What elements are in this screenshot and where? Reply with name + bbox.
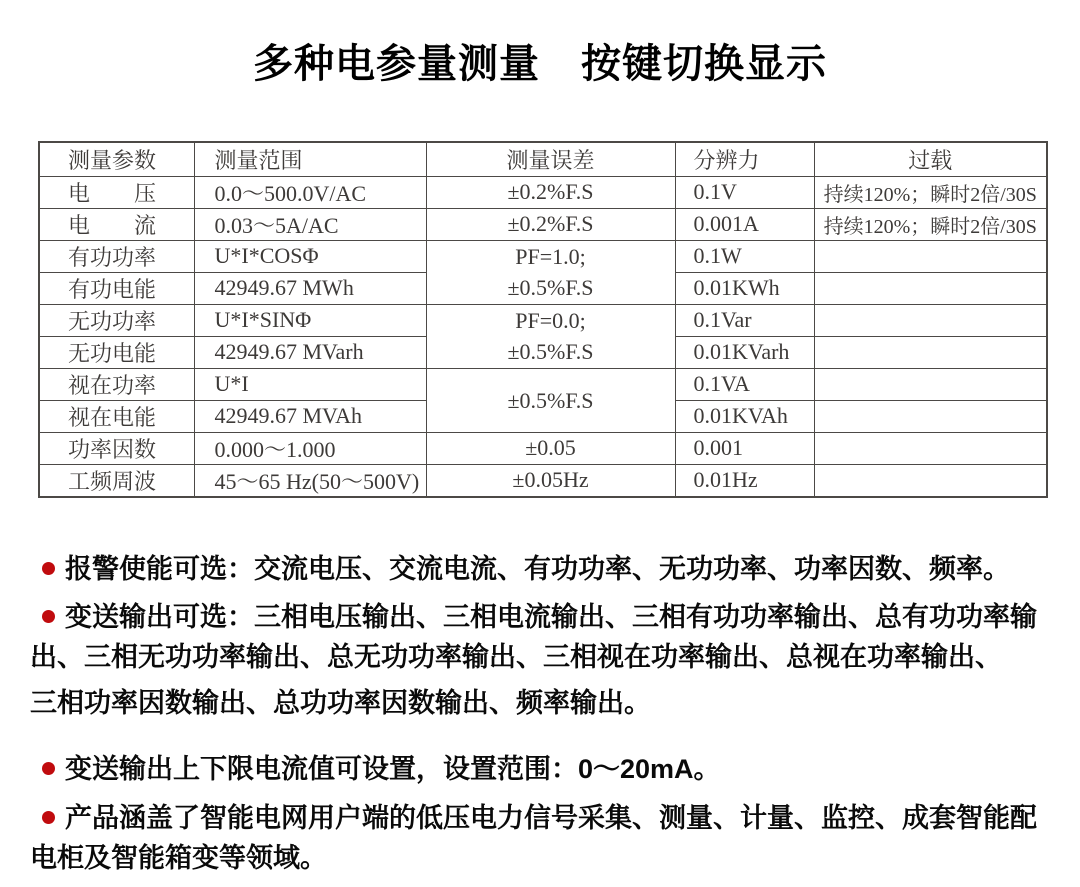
cell-resolution: 0.1W [675,240,814,272]
bullet-item [30,549,1060,589]
table-row [39,304,1047,336]
bullet-icon [42,762,55,775]
bullet-item [30,749,1060,789]
cell-overload [814,464,1047,497]
cell-resolution: 0.001A [675,208,814,240]
table-row [39,176,1047,208]
feature-list [30,549,1060,878]
col-header-resolution: 分辨力 [675,142,814,176]
col-header-param: 测量参数 [39,142,194,176]
cell-param: 视在电能 [39,400,194,432]
bullet-icon [42,562,55,575]
col-header-range: 测量范围 [194,142,426,176]
cell-param: 有功电能 [39,272,194,304]
cell-range: 42949.67 MVAh [194,400,426,432]
bullet-icon [42,811,55,824]
table-header-row [39,142,1047,176]
cell-param: 无功电能 [39,336,194,368]
cell-resolution: 0.01KVAh [675,400,814,432]
cell-resolution: 0.01Hz [675,464,814,497]
cell-error-merged [426,304,675,368]
cell-range: U*I [194,368,426,400]
table-row [39,368,1047,400]
bullet-icon [42,610,55,623]
cell-overload: 持续120%；瞬时2倍/30S [814,208,1047,240]
cell-param: 无功功率 [39,304,194,336]
cell-error-merged [426,240,675,304]
bullet-item [30,597,1060,723]
cell-range: 0.0～500.0V/AC [194,176,426,208]
cell-overload [814,304,1047,336]
cell-param: 功率因数 [39,432,194,464]
cell-error-merged [426,368,675,432]
bullet-item [30,798,1060,878]
cell-overload [814,432,1047,464]
cell-overload [814,272,1047,304]
error-line: ±0.5%F.S [507,387,594,413]
cell-range: 0.000～1.000 [194,432,426,464]
bullet-text: 变送输出可选：三相电压输出、三相电流输出、三相有功功率输出、总有功功率输 [65,602,1037,632]
cell-range: 45～65 Hz(50～500V) [194,464,426,497]
cell-range: U*I*COSΦ [194,240,426,272]
bullet-text: 电柜及智能箱变等领域。 [30,843,327,873]
cell-overload [814,368,1047,400]
cell-overload [814,240,1047,272]
error-line: ±0.5%F.S [507,275,594,300]
page-title: 多种电参量测量 按键切换显示 [253,42,827,86]
bullet-text: 三相功率因数输出、总功功率因数输出、频率输出。 [30,688,651,718]
cell-param: 视在功率 [39,368,194,400]
cell-error: ±0.2%F.S [426,208,675,240]
cell-resolution: 0.01KVarh [675,336,814,368]
table-row [39,464,1047,497]
table-row [39,432,1047,464]
spec-table [38,141,1048,498]
cell-resolution: 0.01KWh [675,272,814,304]
cell-range: 42949.67 MWh [194,272,426,304]
cell-param: 有功功率 [39,240,194,272]
bullet-text: 产品涵盖了智能电网用户端的低压电力信号采集、测量、计量、监控、成套智能配 [65,803,1037,833]
cell-overload [814,336,1047,368]
error-line: ±0.5%F.S [507,339,594,364]
cell-error: ±0.2%F.S [426,176,675,208]
cell-resolution: 0.1Var [675,304,814,336]
cell-range: 0.03～5A/AC [194,208,426,240]
bullet-text: 变送输出上下限电流值可设置，设置范围：0～20mA。 [65,754,721,784]
error-line: PF=1.0; [515,244,586,269]
col-header-overload: 过载 [814,142,1047,176]
cell-resolution: 0.1VA [675,368,814,400]
cell-range: U*I*SINΦ [194,304,426,336]
cell-param: 工频周波 [39,464,194,497]
cell-resolution: 0.001 [675,432,814,464]
cell-resolution: 0.1V [675,176,814,208]
bullet-text: 出、三相无功功率输出、总无功功率输出、三相视在功率输出、总视在功率输出、 [30,642,1002,672]
table-row [39,208,1047,240]
error-line: PF=0.0; [515,308,586,333]
cell-overload [814,400,1047,432]
table-row [39,240,1047,272]
col-header-error: 测量误差 [426,142,675,176]
cell-overload: 持续120%；瞬时2倍/30S [814,176,1047,208]
cell-error: ±0.05Hz [426,464,675,497]
cell-range: 42949.67 MVarh [194,336,426,368]
cell-param: 电 压 [39,176,194,208]
bullet-text: 报警使能可选：交流电压、交流电流、有功功率、无功功率、功率因数、频率。 [65,554,1010,584]
cell-error: ±0.05 [426,432,675,464]
cell-param: 电 流 [39,208,194,240]
